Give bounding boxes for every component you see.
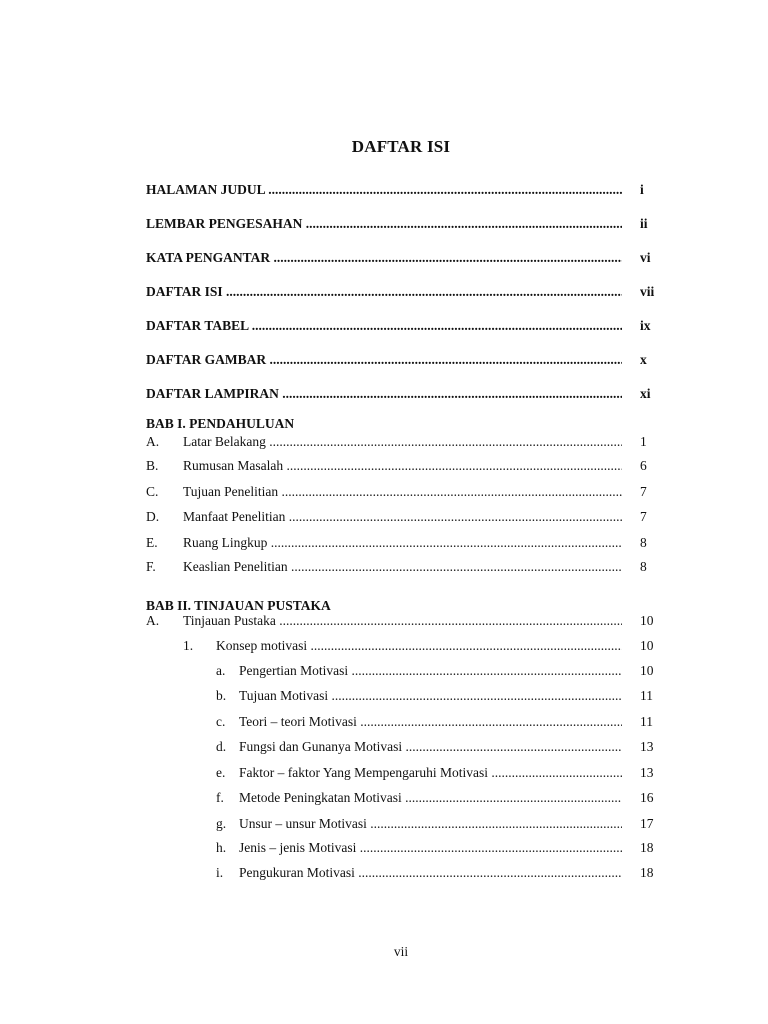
toc-entry-title: DAFTAR TABEL ..... — [146, 316, 622, 336]
toc-entry-marker: c. — [216, 714, 226, 729]
toc-entry-title: Latar Belakang ..... — [183, 432, 622, 452]
toc-entry-marker: C. — [146, 484, 159, 499]
toc-entry-title: Ruang Lingkup ..... — [183, 533, 622, 553]
toc-entry-keaslian-penelitian[interactable] — [0, 557, 768, 577]
toc-entry-page: 1 — [640, 434, 647, 449]
toc-entry-marker: A. — [146, 613, 160, 628]
toc-entry-title: Faktor – faktor Yang Mempengaruhi Motivasi ..... — [239, 763, 622, 783]
toc-entry-page: 10 — [640, 613, 654, 628]
toc-entry-title: Tujuan Penelitian ..... — [183, 482, 622, 502]
toc-entry-marker: F. — [146, 559, 156, 574]
toc-entry-title: Tujuan Motivasi ..... — [239, 686, 622, 706]
toc-entry-page: 18 — [640, 865, 654, 880]
toc-entry-title: LEMBAR PENGESAHAN ..... — [146, 214, 622, 234]
toc-entry-halaman-judul[interactable] — [0, 180, 768, 200]
toc-entry-page: 8 — [640, 535, 647, 550]
toc-entry-teori-motivasi[interactable] — [0, 712, 768, 732]
toc-entry-kata-pengantar[interactable] — [0, 248, 768, 268]
toc-entry-page: 17 — [640, 816, 654, 831]
toc-entry-pengukuran-motivasi[interactable] — [0, 863, 768, 883]
toc-entry-page: xi — [640, 386, 651, 401]
toc-entry-title: Pengukuran Motivasi ..... — [239, 863, 622, 883]
toc-entry-page: 16 — [640, 790, 654, 805]
toc-entry-title: Fungsi dan Gunanya Motivasi ..... — [239, 737, 622, 757]
toc-entry-ruang-lingkup[interactable] — [0, 533, 768, 553]
toc-entry-title: Metode Peningkatan Motivasi ..... — [239, 788, 622, 808]
toc-entry-title: Jenis – jenis Motivasi ..... — [239, 838, 622, 858]
toc-entry-page: 7 — [640, 484, 647, 499]
toc-entry-page: 11 — [640, 688, 653, 703]
toc-entry-title: Keaslian Penelitian ..... — [183, 557, 622, 577]
toc-entry-title: DAFTAR ISI ..... — [146, 282, 622, 302]
toc-entry-title: DAFTAR GAMBAR ..... — [146, 350, 622, 370]
toc-entry-page: 7 — [640, 509, 647, 524]
toc-entry-tinjauan-pustaka[interactable] — [0, 611, 768, 631]
toc-entry-daftar-tabel[interactable] — [0, 316, 768, 336]
toc-entry-pengertian-motivasi[interactable] — [0, 661, 768, 681]
toc-entry-jenis-motivasi[interactable] — [0, 838, 768, 858]
toc-entry-page: vi — [640, 250, 651, 265]
toc-entry-title: Konsep motivasi ..... — [216, 636, 622, 656]
toc-entry-title: HALAMAN JUDUL ..... — [146, 180, 622, 200]
toc-entry-marker: A. — [146, 434, 160, 449]
toc-entry-marker: 1. — [183, 638, 194, 653]
toc-entry-page: ii — [640, 216, 648, 231]
toc-entry-manfaat-penelitian[interactable] — [0, 507, 768, 527]
toc-entry-tujuan-penelitian[interactable] — [0, 482, 768, 502]
toc-entry-page: 18 — [640, 840, 654, 855]
toc-entry-marker: a. — [216, 663, 226, 678]
toc-entry-page: vii — [640, 284, 655, 299]
toc-entry-daftar-isi[interactable] — [0, 282, 768, 302]
toc-entry-title: Teori – teori Motivasi ..... — [239, 712, 622, 732]
toc-entry-title: Manfaat Penelitian ..... — [183, 507, 622, 527]
toc-entry-page: 10 — [640, 663, 654, 678]
toc-entry-marker: E. — [146, 535, 158, 550]
toc-entry-daftar-lampiran[interactable] — [0, 384, 768, 404]
toc-entry-page: 13 — [640, 739, 654, 754]
page-title: DAFTAR ISI — [351, 137, 451, 156]
toc-entry-marker: i. — [216, 865, 224, 880]
toc-entry-page: 11 — [640, 714, 653, 729]
toc-entry-page: i — [640, 182, 644, 197]
chapter-heading: BAB I. PENDAHULUAN — [146, 416, 295, 431]
toc-entry-title: DAFTAR LAMPIRAN ..... — [146, 384, 622, 404]
toc-entry-page: 13 — [640, 765, 654, 780]
chapter-heading: BAB II. TINJAUAN PUSTAKA — [146, 598, 331, 613]
toc-entry-marker: B. — [146, 458, 159, 473]
toc-entry-title: Rumusan Masalah ..... — [183, 456, 622, 476]
toc-entry-marker: f. — [216, 790, 224, 805]
toc-entry-title: KATA PENGANTAR ..... — [146, 248, 622, 268]
toc-entry-page: x — [640, 352, 647, 367]
toc-entry-title: Pengertian Motivasi ..... — [239, 661, 622, 681]
toc-entry-marker: g. — [216, 816, 227, 831]
toc-entry-daftar-gambar[interactable] — [0, 350, 768, 370]
toc-entry-marker: b. — [216, 688, 227, 703]
toc-entry-unsur-motivasi[interactable] — [0, 814, 768, 834]
toc-entry-latar-belakang[interactable] — [0, 432, 768, 452]
toc-entry-lembar-pengesahan[interactable] — [0, 214, 768, 234]
toc-entry-marker: D. — [146, 509, 160, 524]
toc-entry-title: Tinjauan Pustaka ..... — [183, 611, 622, 631]
toc-entry-rumusan-masalah[interactable] — [0, 456, 768, 476]
toc-entry-metode-motivasi[interactable] — [0, 788, 768, 808]
page-number: vii — [393, 944, 409, 959]
toc-entry-title: Unsur – unsur Motivasi ..... — [239, 814, 622, 834]
toc-entry-tujuan-motivasi[interactable] — [0, 686, 768, 706]
toc-entry-marker: e. — [216, 765, 226, 780]
toc-entry-page: 10 — [640, 638, 654, 653]
toc-entry-page: 8 — [640, 559, 647, 574]
toc-entry-konsep-motivasi[interactable] — [0, 636, 768, 656]
toc-entry-faktor-motivasi[interactable] — [0, 763, 768, 783]
toc-entry-marker: h. — [216, 840, 227, 855]
toc-entry-page: 6 — [640, 458, 647, 473]
toc-entry-marker: d. — [216, 739, 227, 754]
toc-entry-fungsi-motivasi[interactable] — [0, 737, 768, 757]
toc-entry-page: ix — [640, 318, 651, 333]
